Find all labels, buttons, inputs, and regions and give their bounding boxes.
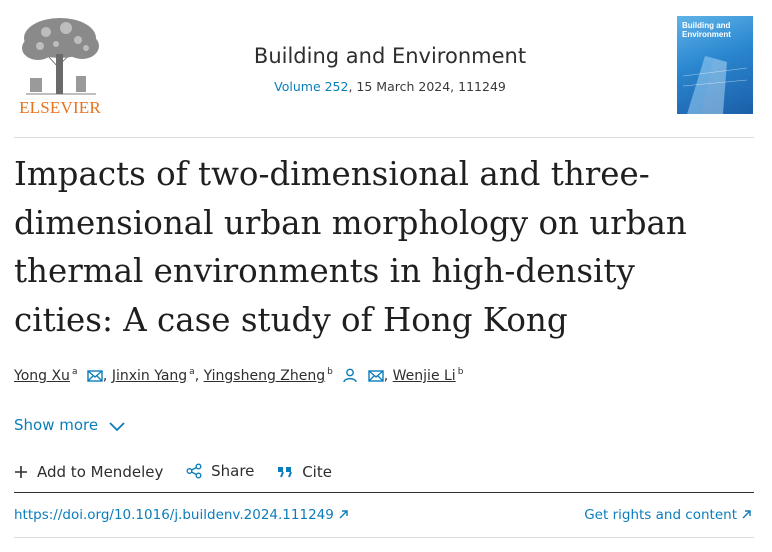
cite-button[interactable] [277,463,332,481]
share-button[interactable] [186,462,254,480]
author-separator: , [194,368,204,384]
bottom-divider [14,537,754,538]
add-to-mendeley-button[interactable] [14,463,163,481]
author-link[interactable]: Wenjie Li [392,368,456,384]
author-list [14,367,463,384]
show-more-button[interactable] [14,416,125,434]
affiliation-sup: a [189,367,195,377]
mail-icon[interactable] [87,369,103,383]
journal-title[interactable]: Building and Environment [253,44,527,68]
plus-icon [14,465,28,479]
external-link-icon [741,509,752,520]
share-icon [186,463,202,479]
cover-building-icon [677,16,753,114]
affiliation-sup: b [327,367,333,377]
chevron-down-icon [109,422,125,432]
elsevier-wordmark: ELSEVIER [19,98,101,117]
header-divider [14,137,754,138]
journal-header [0,0,772,138]
author-link[interactable]: Yingsheng Zheng [203,368,326,384]
external-link-icon [338,509,349,520]
doi-link[interactable] [14,507,349,523]
author-separator: , [383,368,393,384]
show-more-label: Show more [14,416,99,434]
journal-cover[interactable] [677,16,753,114]
issue-info: , 15 March 2024, 111249 [348,79,506,94]
rights-link-text: Get rights and content [584,507,737,523]
doi-link-text: https://doi.org/10.1016/j.buildenv.2024.111249 [14,507,334,523]
elsevier-tree-icon [16,14,104,96]
share-label: Share [211,462,255,480]
article-actions [14,462,350,483]
author-separator: , [102,368,112,384]
affiliation-sup: b [457,367,464,377]
volume-link[interactable]: Volume 252 [274,79,349,94]
person-icon[interactable] [342,368,358,383]
cover-title: Building and Environment [682,21,731,39]
article-title: Impacts of two-dimensional and three-dimensional urban morphology on urban thermal environments in high-density cities: A case study of Hong Kong [14,155,687,339]
author-link[interactable]: Yong Xu [14,368,70,384]
mail-icon[interactable] [368,369,384,383]
cite-label: Cite [302,463,332,481]
affiliation-sup: a [71,367,78,377]
rights-link[interactable] [584,507,752,523]
journal-meta [120,79,660,94]
elsevier-logo[interactable] [14,14,106,118]
author-link[interactable]: Jinxin Yang [111,368,188,384]
actions-divider [14,492,754,493]
add-to-mendeley-label: Add to Mendeley [37,463,164,481]
quote-icon [277,465,293,479]
